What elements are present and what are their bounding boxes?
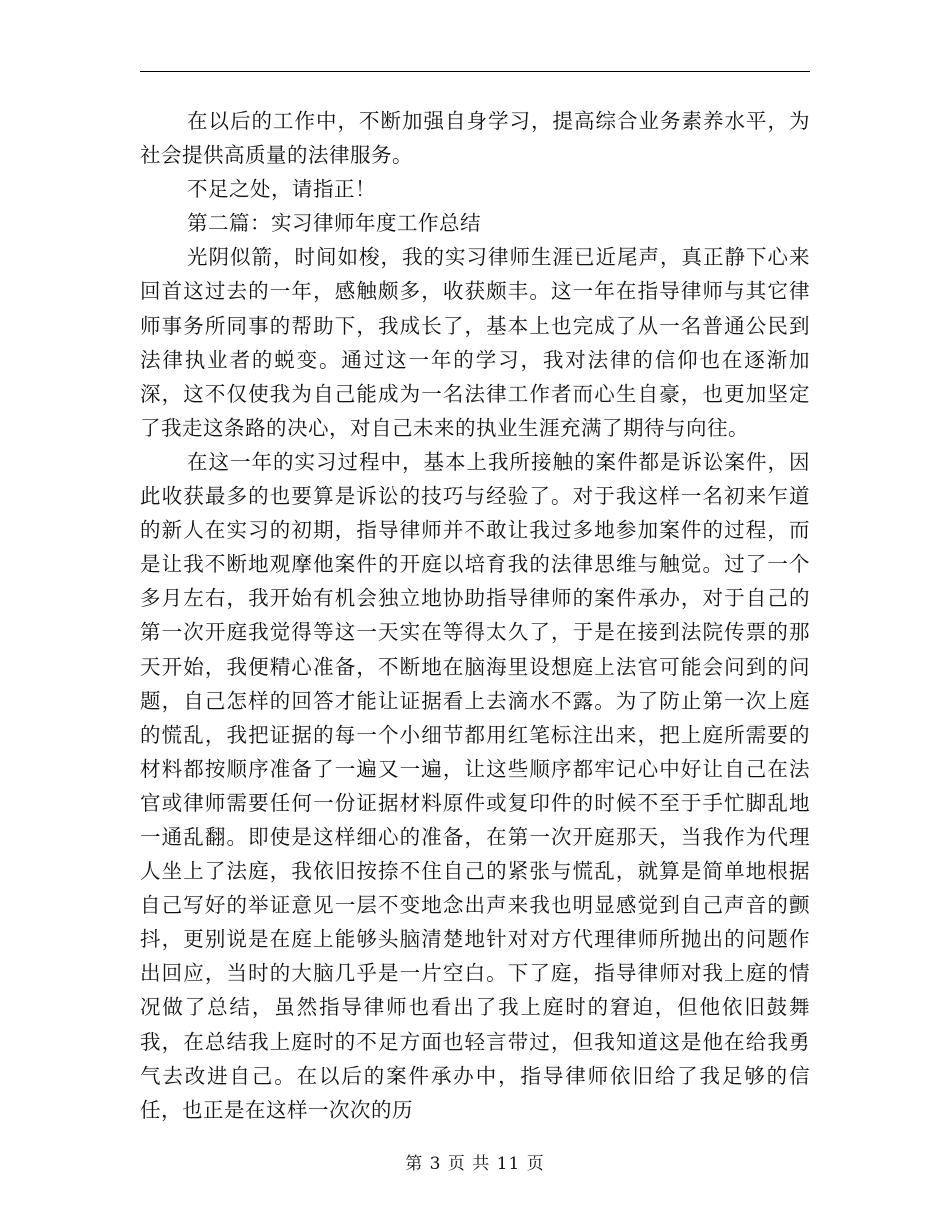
- paragraph-closing-study: 在以后的工作中，不断加强自身学习，提高综合业务素养水平，为社会提供高质量的法律服务。: [140, 109, 810, 168]
- header-rule: [140, 71, 810, 72]
- paragraph-intro: 光阴似箭，时间如梭，我的实习律师生涯已近尾声，真正静下心来回首这过去的一年，感触颇多，收获颇丰。这一年在指导律师与其它律师事务所同事的帮助下，我成长了，基本上也完成了从一名普通公民到法律执业者的蜕变。通过这一年的学习，我对法律的信仰也在逐渐加深，这不仅使我为自己能成为一名法律工作者而心生自豪，也更加坚定了我走这条路的决心，对自己未来的执业生涯充满了期待与向往。: [140, 245, 810, 440]
- page-number: 第 3 页 共 11 页: [405, 1154, 545, 1174]
- section-heading: 第二篇：实习律师年度工作总结: [187, 211, 481, 236]
- document-body: [140, 104, 810, 1127]
- paragraph-litigation-experience: 在这一年的实习过程中，基本上我所接触的案件都是诉讼案件，因此收获最多的也要算是诉讼的技巧与经验了。对于我这样一名初来乍道的新人在实习的初期，指导律师并不敢让我过多地参加案件的过程，而是让我不断地观摩他案件的开庭以培育我的法律思维与触觉。过了一个多月左右，我开始有机会独立地协助指导律师的案件承办，对于自己的第一次开庭我觉得等这一天实在等得太久了，于是在接到法院传票的那天开始，我便精心准备，不断地在脑海里设想庭上法官可能会问到的问题，自己怎样的回答才能让证据看上去滴水不露。为了防止第一次上庭的慌乱，我把证据的每一个小细节都用红笔标注出来，把上庭所需要的材料都按顺序准备了一遍又一遍，让这些顺序都牢记心中好让自己在法官或律师需要任何一份证据材料原件或复印件的时候不至于手忙脚乱地一通乱翻。即使是这样细心的准备，在第一次开庭那天，当我作为代理人坐上了法庭，我依旧按捺不住自己的紧张与慌乱，就算是简单地根据自己写好的举证意见一层不变地念出声来我也明显感觉到自己声音的颤抖，更别说是在庭上能够头脑清楚地针对对方代理律师所抛出的问题作出回应，当时的大脑几乎是一片空白。下了庭，指导律师对我上庭的情况做了总结，虽然指导律师也看出了我上庭时的窘迫，但他依旧鼓舞我，在总结我上庭时的不足方面也轻言带过，但我知道这是他在给我勇气去改进自己。在以后的案件承办中，指导律师依旧给了我足够的信任，也正是在这样一次次的历: [140, 449, 810, 1122]
- paragraph-closing-remark: 不足之处，请指正！: [187, 177, 376, 202]
